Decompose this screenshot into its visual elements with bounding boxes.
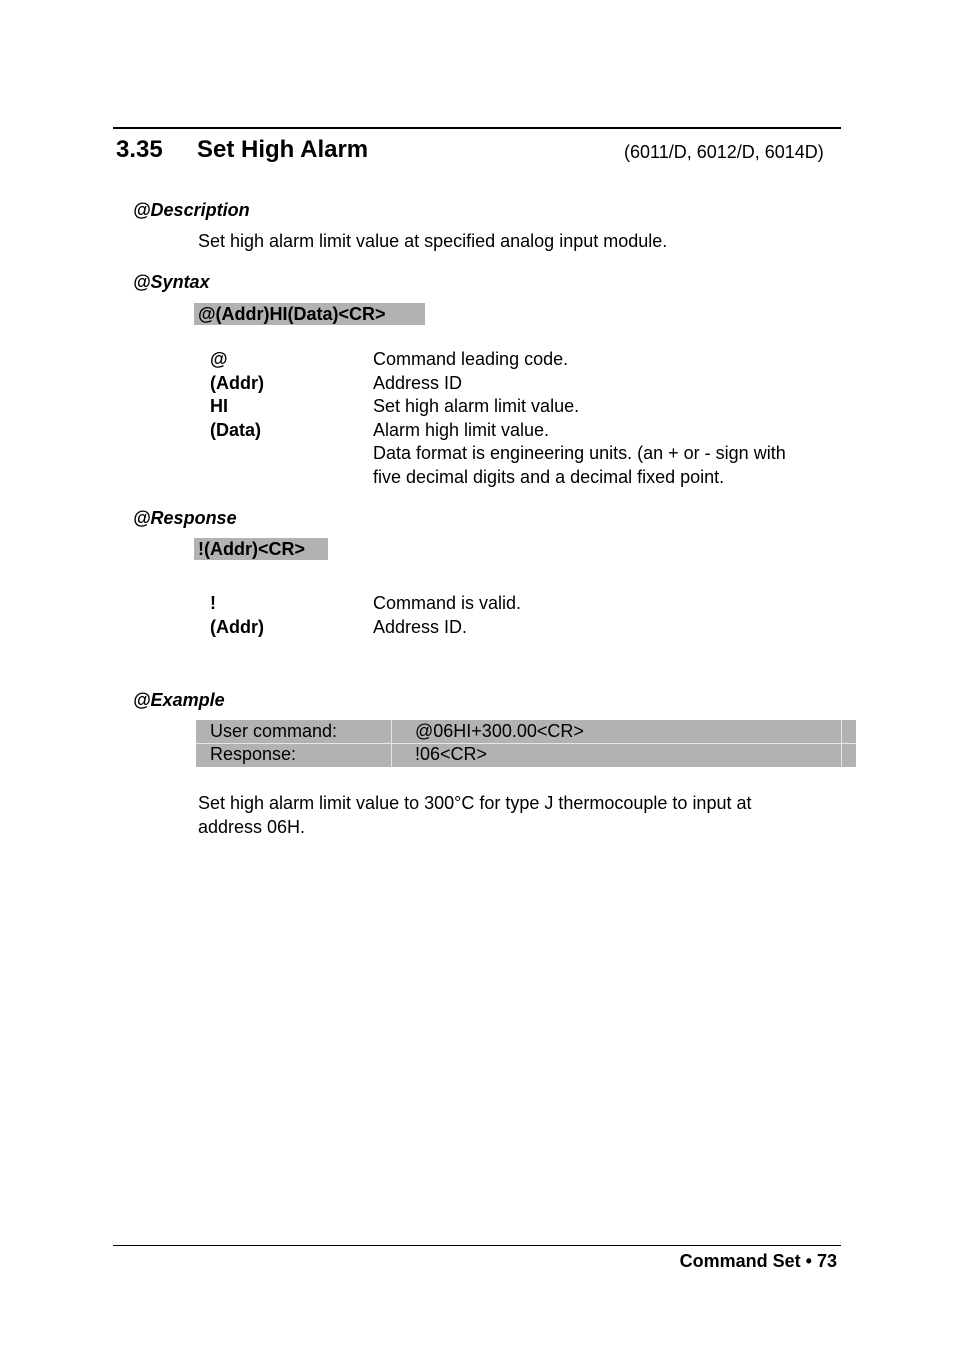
page-footer: [680, 1251, 837, 1272]
param-desc: Address ID: [373, 372, 463, 393]
param-desc: Alarm high limit value.: [373, 419, 550, 440]
param-name: (Data): [210, 419, 262, 440]
param-row: [210, 616, 850, 640]
param-name: (Addr): [210, 372, 264, 393]
example-value: !06<CR>: [415, 744, 488, 764]
response-command: !(Addr)<CR>: [194, 538, 328, 560]
footer-label: Command Set: [679, 1251, 801, 1271]
param-row: [210, 419, 850, 443]
example-heading: @Example: [133, 690, 225, 710]
param-row: [210, 592, 850, 616]
syntax-command: @(Addr)HI(Data)<CR>: [194, 303, 425, 325]
param-desc: Data format is engineering units. (an + or - sign with: [373, 443, 786, 463]
description-text: Set high alarm limit value at specified analog input module.: [198, 231, 668, 251]
section-number: 3.35: [116, 136, 163, 163]
example-value: @06HI+300.00<CR>: [415, 721, 584, 741]
response-params: [210, 592, 850, 639]
example-note-line2: address 06H.: [198, 817, 306, 837]
syntax-params: [210, 348, 850, 489]
section-title: Set High Alarm: [197, 136, 369, 163]
table-row: [196, 720, 856, 743]
param-row: [210, 442, 850, 466]
example-note-line1: Set high alarm limit value to 300°C for type J thermocouple to input at: [198, 793, 752, 813]
param-name: !: [210, 593, 216, 613]
bottom-rule: [113, 1245, 841, 1246]
param-row: [210, 348, 850, 372]
response-heading: @Response: [133, 508, 237, 528]
description-heading: @Description: [133, 200, 250, 220]
top-rule: [113, 127, 841, 129]
param-desc: five decimal digits and a decimal fixed point.: [373, 466, 725, 487]
param-desc: Set high alarm limit value.: [373, 396, 580, 416]
example-label: User command:: [210, 721, 338, 741]
bullet-icon: •: [805, 1251, 812, 1271]
param-name: HI: [210, 396, 228, 416]
param-desc: Command leading code.: [373, 349, 569, 369]
section-models: (6011/D, 6012/D, 6014D): [624, 142, 824, 162]
table-row: [196, 743, 856, 766]
example-table: [196, 720, 856, 767]
param-name: (Addr): [210, 616, 264, 637]
syntax-heading: @Syntax: [133, 272, 210, 292]
page-number: 73: [816, 1251, 837, 1271]
param-row: [210, 372, 850, 396]
param-name: [210, 442, 373, 466]
param-row: [210, 466, 850, 490]
param-desc: Address ID.: [373, 616, 468, 637]
param-name: [210, 466, 373, 490]
param-name: @: [210, 349, 228, 369]
example-label: Response:: [210, 744, 297, 764]
param-row: [210, 395, 850, 419]
param-desc: Command is valid.: [373, 593, 522, 613]
